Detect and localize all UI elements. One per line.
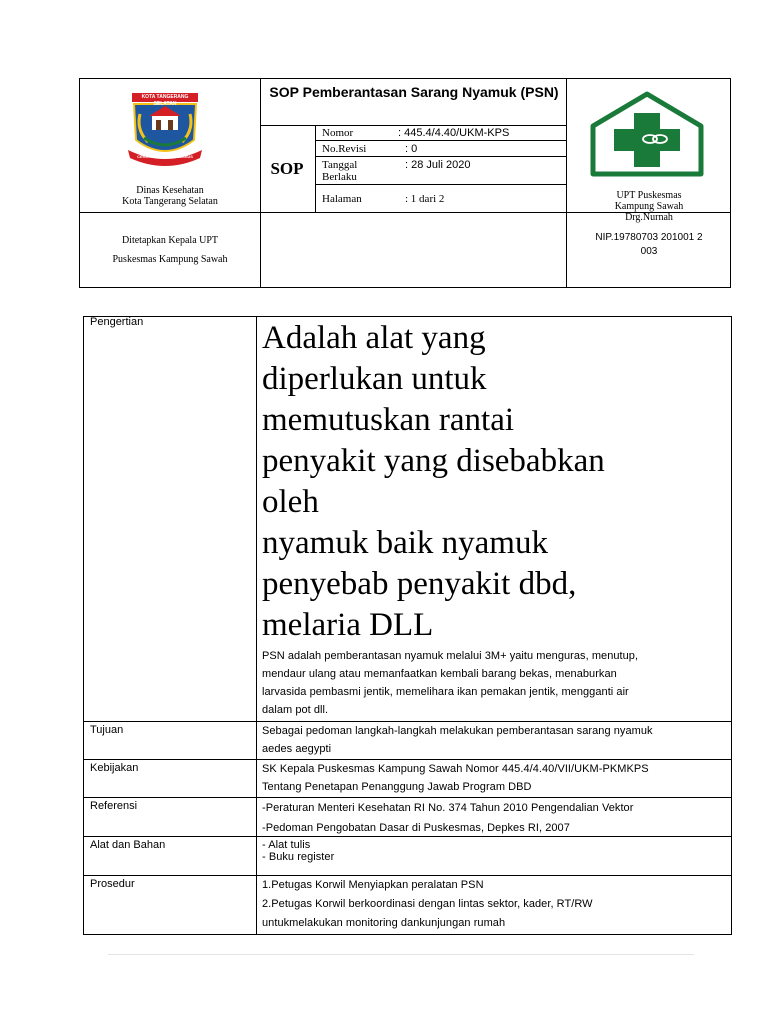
meta-top-line xyxy=(260,125,567,126)
pengertian-big-text xyxy=(262,318,732,646)
big-text-line: Adalah alat yang xyxy=(262,320,486,356)
kebijakan-label: Kebijakan xyxy=(90,762,139,774)
referensi-line: -Peraturan Menteri Kesehatan RI No. 374 Tahun 2010 Pengendalian Vektor xyxy=(262,802,634,814)
meta-label-tanggal: Tanggal Berlaku xyxy=(322,159,358,183)
tujuan-label: Tujuan xyxy=(90,724,124,736)
prosedur-line: 1.Petugas Korwil Menyiapkan peralatan PSN xyxy=(262,879,484,891)
meta-value-tanggal: : 28 Juli 2020 xyxy=(405,159,471,171)
meta-value-revisi: : 0 xyxy=(405,143,418,155)
referensi-text xyxy=(262,798,730,838)
meta-row-line-3 xyxy=(315,184,567,185)
footer-divider xyxy=(108,954,694,955)
meta-sop-divider xyxy=(315,125,316,213)
header-col-divider-2 xyxy=(566,78,567,288)
pengertian-paragraph xyxy=(262,647,730,719)
left-logo-motto: CERDAS MODERN RELIGIUS xyxy=(137,154,193,159)
prosedur-text xyxy=(262,876,730,933)
big-text-line: oleh xyxy=(262,484,319,520)
body-border-top xyxy=(83,316,732,317)
paragraph-line: larvasida pembasmi jentik, memelihara ikan pemakan jentik, mengganti air xyxy=(262,686,629,698)
header-border-right xyxy=(730,78,731,288)
body-border-bottom xyxy=(83,934,732,935)
nip-line-1: NIP.19780703 201001 2 xyxy=(595,232,703,243)
upt-line-1: UPT Puskesmas xyxy=(616,190,682,201)
alat-line: - Buku register xyxy=(262,851,335,863)
department-line-1: Dinas Kesehatan xyxy=(136,185,204,196)
department-line-2: Kota Tangerang Selatan xyxy=(122,196,218,207)
header-col-divider-1 xyxy=(260,78,261,288)
alat-line: - Alat tulis xyxy=(262,839,311,851)
department-label xyxy=(80,185,260,207)
upt-line-2: Kampung Sawah xyxy=(614,201,684,212)
tujuan-line: aedes aegypti xyxy=(262,743,332,755)
referensi-label: Referensi xyxy=(90,800,138,812)
paragraph-line: mendaur ulang atau memanfaatkan kembali barang bekas, menaburkan xyxy=(262,668,617,680)
kebijakan-line: Tentang Penetapan Penanggung Jawab Program DBD xyxy=(262,781,532,793)
left-logo-text: KOTA TANGERANG SELATAN xyxy=(141,94,189,107)
meta-row-line-1 xyxy=(315,140,567,141)
meta-label-halaman: Halaman xyxy=(322,193,362,205)
big-text-line: penyebab penyakit dbd, xyxy=(262,566,577,602)
ditetapkan-label xyxy=(80,231,260,269)
ditetapkan-line-2: Puskesmas Kampung Sawah xyxy=(112,254,228,265)
meta-label-revisi: No.Revisi xyxy=(322,143,367,155)
prosedur-line: 2.Petugas Korwil berkoordinasi dengan lintas sektor, kader, RT/RW xyxy=(262,898,593,910)
upt-label xyxy=(568,190,730,223)
paragraph-line: dalam pot dll. xyxy=(262,704,329,716)
big-text-line: memutuskan rantai xyxy=(262,402,515,438)
paragraph-line: PSN adalah pemberantasan nyamuk melalui 3M+ yaitu menguras, menutup, xyxy=(262,650,639,662)
meta-value-nomor: : 445.4/4.40/UKM-KPS xyxy=(398,127,510,139)
nip-label xyxy=(568,231,730,259)
tujuan-line: Sebagai pedoman langkah-langkah melakukan pemberantasan sarang nyamuk xyxy=(262,725,653,737)
puskesmas-logo xyxy=(590,91,704,177)
big-text-line: penyakit yang disebabkan xyxy=(262,443,605,479)
big-text-line: diperlukan untuk xyxy=(262,361,487,397)
signer-name: Drg.Nurnah xyxy=(625,212,673,223)
sop-label: SOP xyxy=(270,159,304,178)
prosedur-label: Prosedur xyxy=(90,878,135,890)
meta-label-nomor: Nomor xyxy=(322,127,354,139)
pengertian-label: Pengertian xyxy=(90,316,144,328)
alat-text xyxy=(262,839,730,863)
alat-label: Alat dan Bahan xyxy=(90,839,166,851)
kebijakan-line: SK Kepala Puskesmas Kampung Sawah Nomor 445.4/4.40/VII/UKM-PKMKPS xyxy=(262,763,649,775)
big-text-line: melaria DLL xyxy=(262,607,434,643)
tujuan-text xyxy=(262,722,730,758)
ditetapkan-line-1: Ditetapkan Kepala UPT xyxy=(121,235,219,246)
header-border-top xyxy=(79,78,731,79)
document-title: SOP Pemberantasan Sarang Nyamuk (PSN) xyxy=(269,84,559,100)
prosedur-line: untukmelakukan monitoring dankunjungan rumah xyxy=(262,917,506,929)
header-border-bottom xyxy=(79,287,731,288)
meta-row-line-2 xyxy=(315,156,567,157)
nip-line-2: 003 xyxy=(640,246,658,257)
meta-value-halaman: : 1 dari 2 xyxy=(405,193,445,205)
big-text-line: nyamuk baik nyamuk xyxy=(262,525,548,561)
body-border-left xyxy=(83,316,84,935)
body-col-divider xyxy=(256,316,257,935)
kebijakan-text xyxy=(262,760,730,796)
referensi-line: -Pedoman Pengobatan Dasar di Puskesmas, Depkes RI, 2007 xyxy=(262,822,570,834)
